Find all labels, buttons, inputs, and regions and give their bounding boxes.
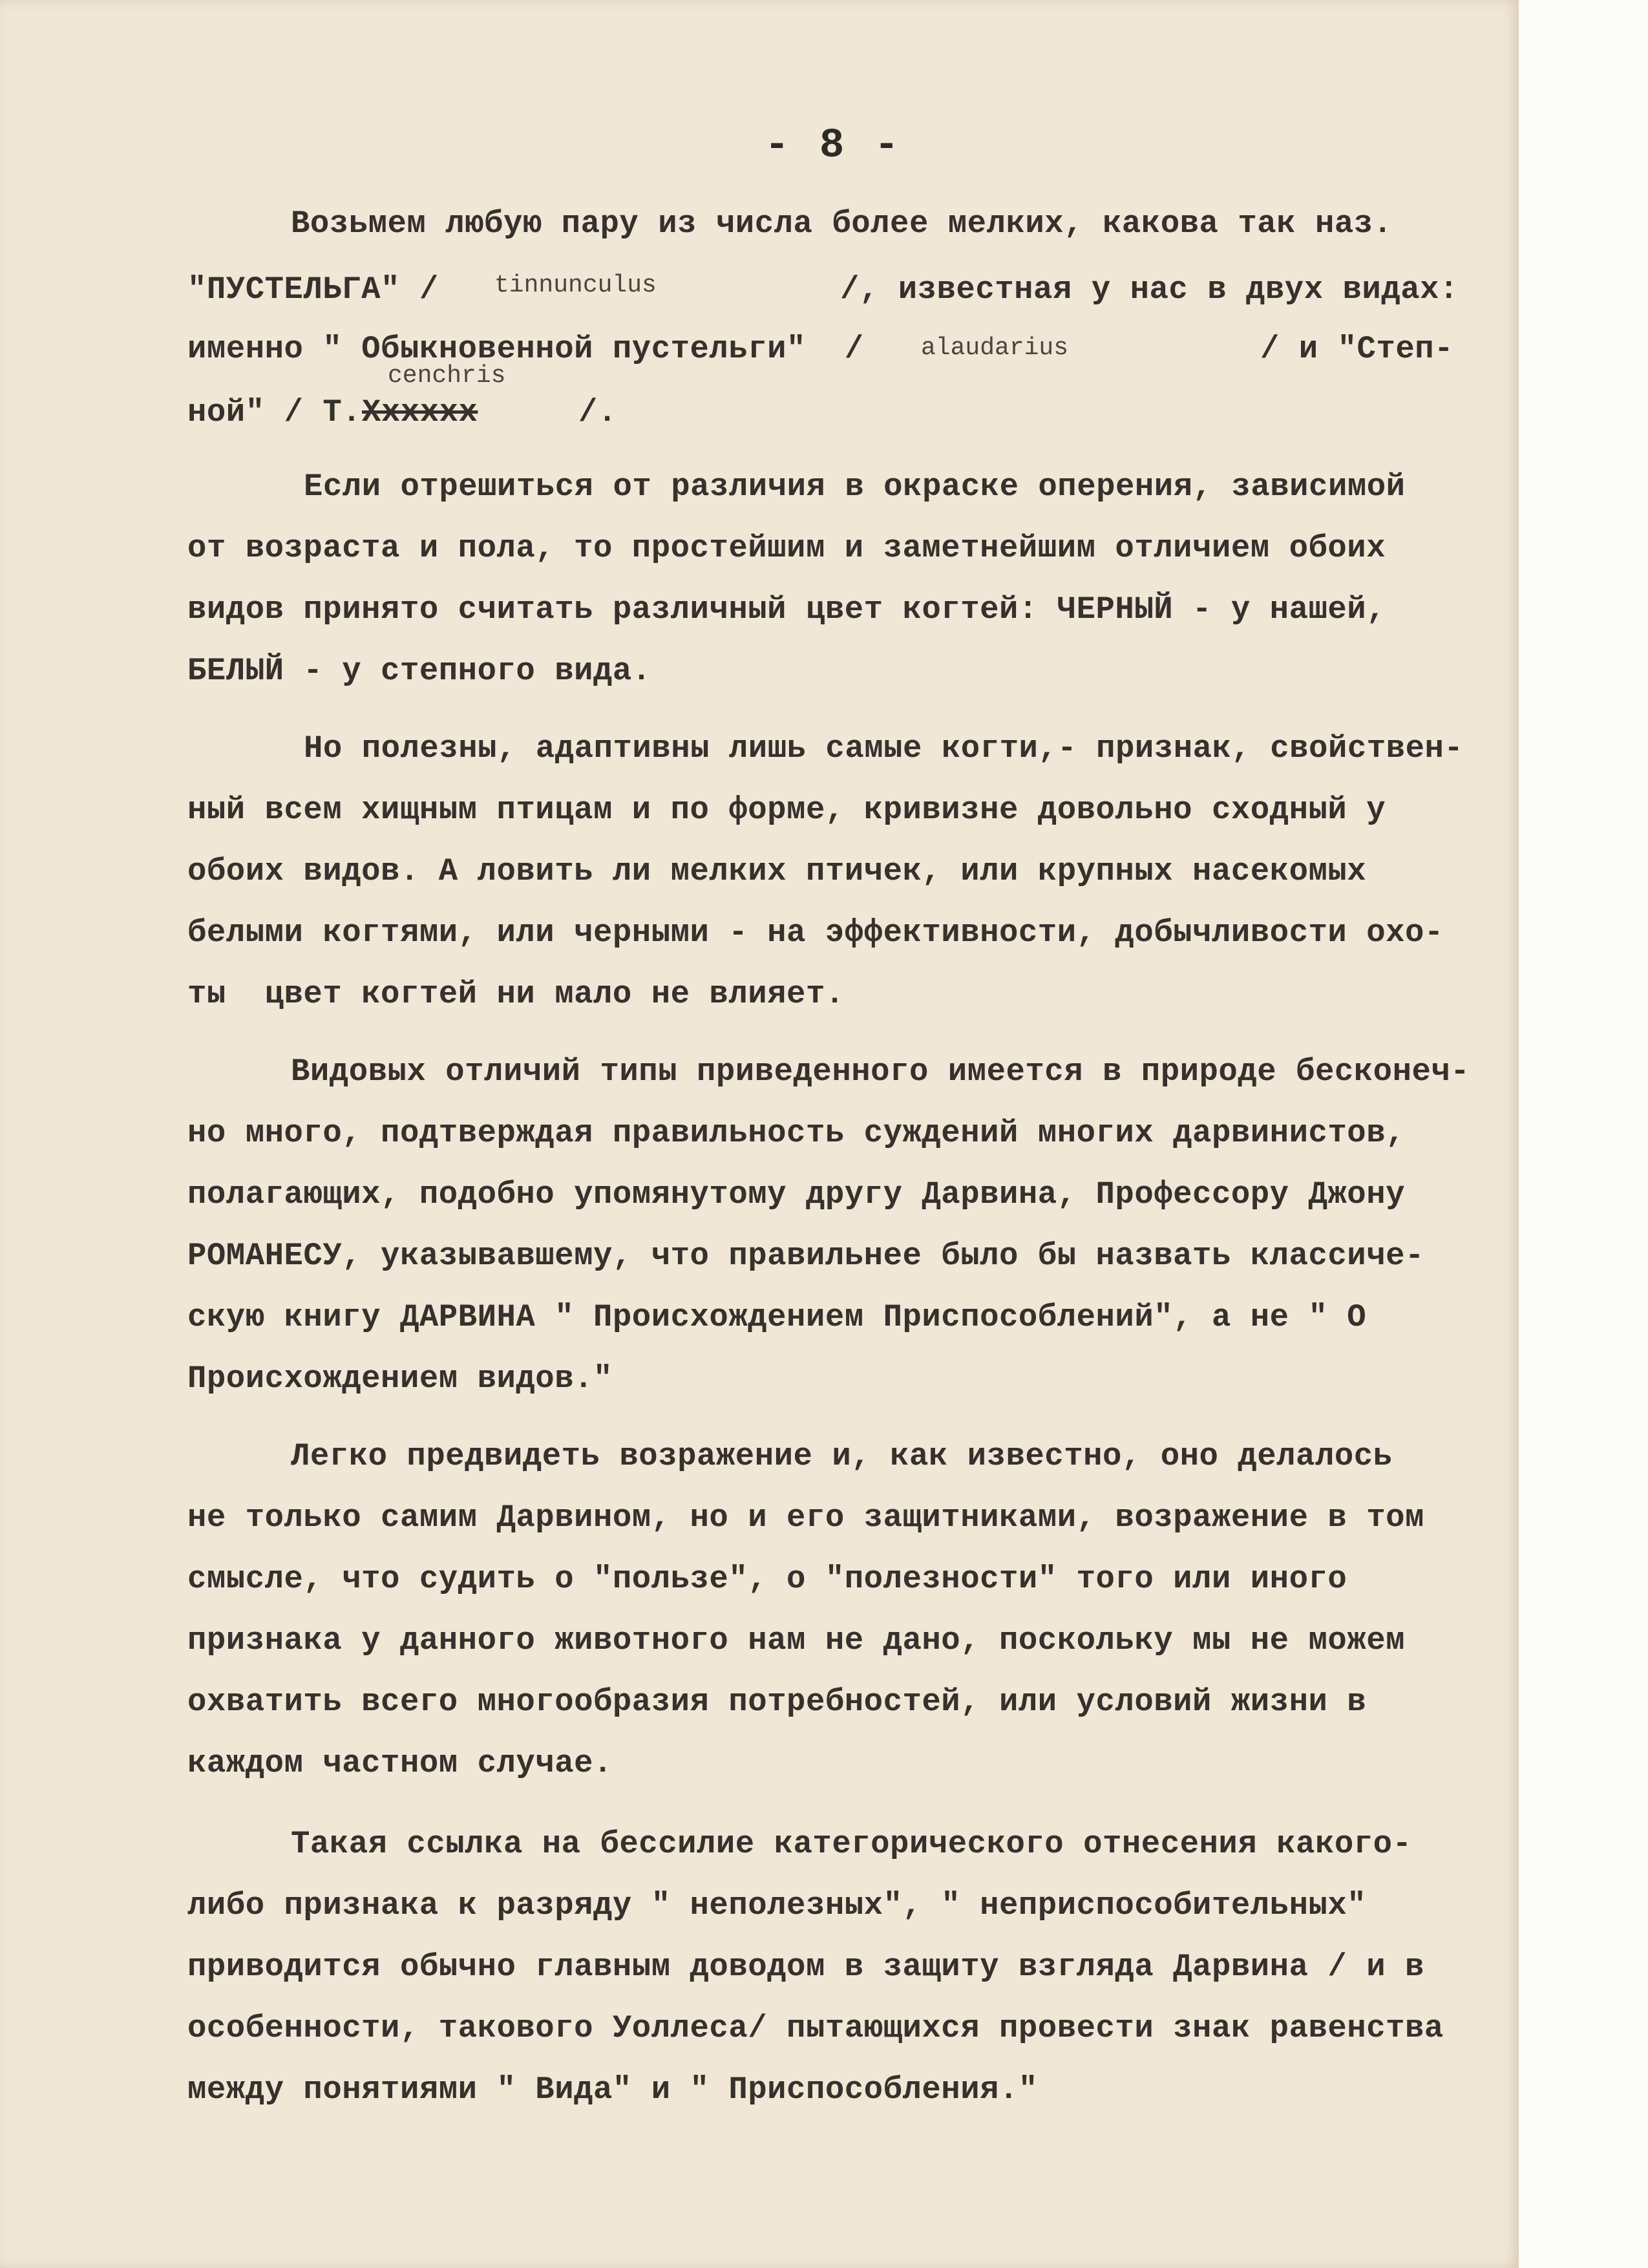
paragraph-5-line-1: Легко предвидеть возражение и, как известно, оно делалось xyxy=(291,1438,1393,1474)
paragraph-3-line-5: ты цвет когтей ни мало не влияет. xyxy=(187,976,845,1012)
paragraph-3-line-4: белыми когтями, или черными - на эффективности, добычливости охо- xyxy=(187,915,1444,951)
paragraph-4-line-1: Видовых отличий типы приведенного имеется в природе бесконеч- xyxy=(291,1054,1470,1090)
paragraph-2-line-4: БЕЛЫЙ - у степного вида. xyxy=(187,653,651,689)
paragraph-4-line-3: полагающих, подобно упомянутому другу Дарвина, Профессору Джону xyxy=(187,1176,1406,1213)
paragraph-5-line-6: каждом частном случае. xyxy=(187,1745,613,1781)
paragraph-6-line-2: либо признака к разряду " неполезных", " неприспособительных" xyxy=(187,1887,1367,1924)
paragraph-1-line-3-end: / и "Степ- xyxy=(1260,331,1454,367)
paragraph-6-line-1: Такая ссылка на бессилие категорического отнесения какого- xyxy=(291,1826,1412,1862)
page-number: - 8 - xyxy=(765,123,902,169)
paragraph-5-line-3: смысле, что судить о "пользе", о "полезности" того или иного xyxy=(187,1561,1347,1597)
latin-name-cenchris: cenchris xyxy=(388,362,506,390)
struck-out-word: Хххххх xyxy=(362,394,478,430)
paragraph-4-line-4: РОМАНЕСУ, указывавшему, что правильнее было бы назвать классиче- xyxy=(187,1238,1424,1274)
paragraph-1-line-4-end: /. xyxy=(578,394,617,430)
paragraph-1-line-2-end: /, известная у нас в двух видах: xyxy=(840,271,1459,308)
paragraph-4-line-2: но много, подтверждая правильность суждений многих дарвинистов, xyxy=(187,1115,1406,1151)
paragraph-2-line-1: Если отрешиться от различия в окраске оперения, зависимой xyxy=(304,469,1406,505)
paragraph-6-line-5: между понятиями " Вида" и " Приспособления." xyxy=(187,2072,1038,2108)
paragraph-2-line-3: видов принято считать различный цвет когтей: ЧЕРНЫЙ - у нашей, xyxy=(187,591,1386,628)
paragraph-5-line-5: охватить всего многообразия потребностей, или условий жизни в xyxy=(187,1684,1367,1720)
paragraph-5-line-4: признака у данного животного нам не дано, поскольку мы не можем xyxy=(187,1622,1406,1659)
paragraph-2-line-2: от возраста и пола, то простейшим и заметнейшим отличием обоих xyxy=(187,530,1386,566)
paragraph-6-line-4: особенности, таковогo Уоллеса/ пытающихся провести знак равенства xyxy=(187,2010,1444,2046)
paragraph-3-line-3: обоих видов. А ловить ли мелких птичек, или крупных насекомых xyxy=(187,853,1367,889)
paragraph-4-line-6: Происхождением видов." xyxy=(187,1361,613,1397)
paragraph-3-line-2: ный всем хищным птицам и по форме, кривизне довольно сходный у xyxy=(187,792,1386,828)
paragraph-1-line-4-start: ной" / Т. xyxy=(187,394,362,430)
paragraph-1-line-2-start: "ПУСТЕЛЬГА" / xyxy=(187,271,439,308)
paragraph-1-line-1: Возьмем любую пару из числа более мелких, какова так наз. xyxy=(291,206,1393,242)
latin-name-alaudarius: alaudarius xyxy=(921,334,1069,362)
latin-name-tinnunculus: tinnunculus xyxy=(494,271,657,299)
scanner-background xyxy=(1519,0,1648,2268)
paragraph-6-line-3: приводится обычно главным доводом в защиту взгляда Дарвина / и в xyxy=(187,1949,1424,1985)
paragraph-3-line-1: Но полезны, адаптивны лишь самые когти,- признак, свойствен- xyxy=(304,730,1464,767)
paragraph-4-line-5: скую книгу ДАРВИНА " Происхождением Приспособлений", а не " О xyxy=(187,1299,1367,1335)
paragraph-5-line-2: не только самим Дарвином, но и его защитниками, возражение в том xyxy=(187,1500,1424,1536)
paragraph-1-line-3-start: именно " Обыкновенной пустельги" / xyxy=(187,331,864,367)
